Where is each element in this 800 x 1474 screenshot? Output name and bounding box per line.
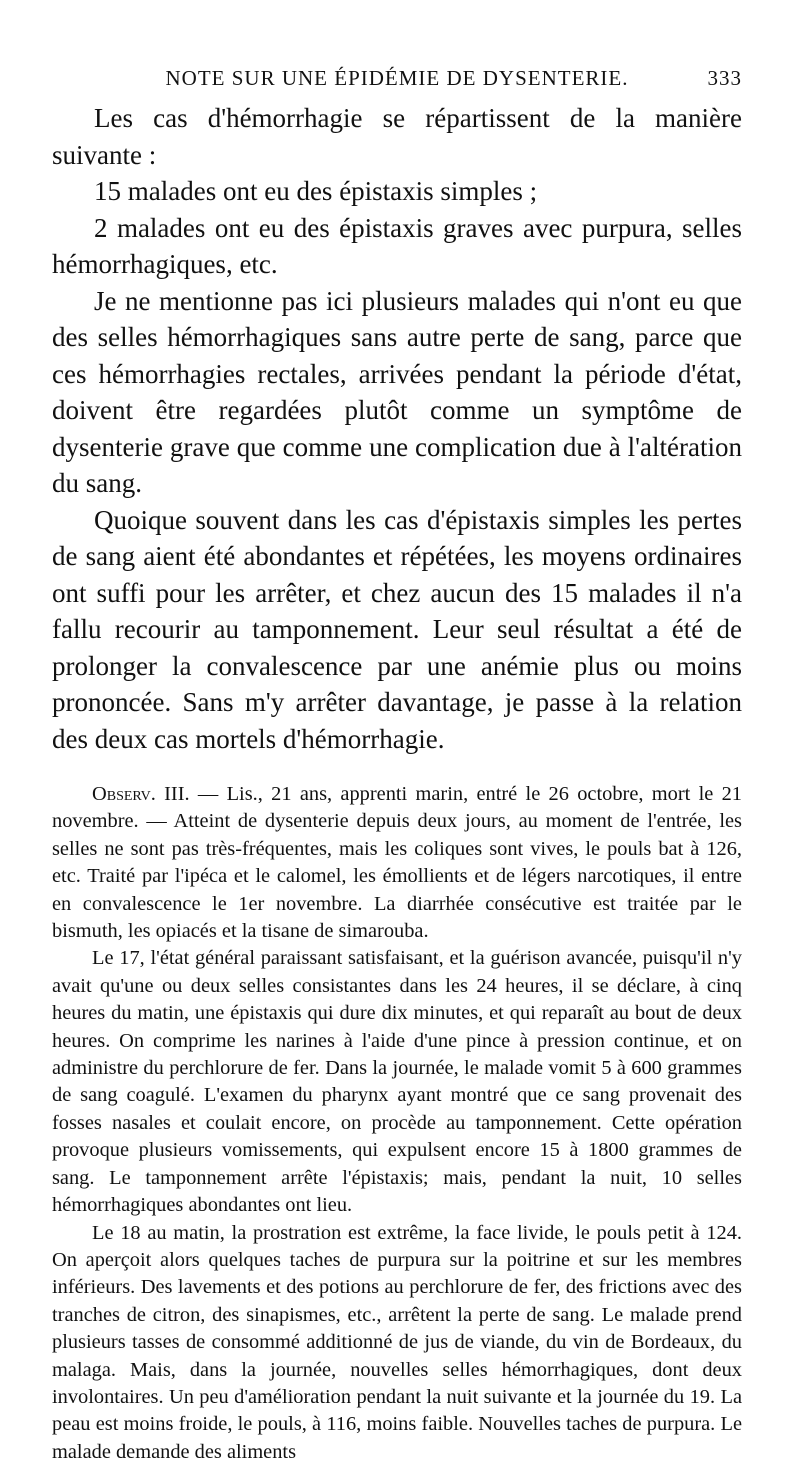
paragraph: 15 malades ont eu des épistaxis simples ; bbox=[94, 176, 538, 206]
running-title: NOTE SUR UNE ÉPIDÉMIE DE DYSENTERIE. bbox=[165, 66, 629, 90]
paragraph: Je ne mentionne pas ici plusieurs malades qui n'ont eu que des selles hémorrhagiques sans autre perte de sang, parce que ces hémorrhagies rectales, arrivées pendant la période d'état, doivent être regardées plutôt comme un symptôme de dysenterie grave que comme une complication due à l'altération du sang. bbox=[52, 285, 742, 498]
observation-text bbox=[52, 781, 742, 1466]
observation-paragraph: Le 18 au matin, la prostration est extrême, la face livide, le pouls petit à 124. On aperçoit alors quelques taches de purpura sur la poitrine et sur les membres inférieurs. Des lavements et des potions au perchlorure de fer, des frictions avec des tranches de citron, des sinapismes, etc., arrêtent la perte de sang. Le malade prend plusieurs tasses de consommé additionné de jus de viande, du vin de Bordeaux, du malaga. Mais, dans la journée, nouvelles selles hémorrhagiques, dont deux involontaires. Un peu d'amélioration pendant la nuit suivante et la journée du 19. La peau est moins froide, le pouls, à 116, moins faible. Nouvelles taches de purpura. Le malade demande des aliments bbox=[52, 1221, 742, 1463]
paragraph: Quoique souvent dans les cas d'épistaxis simples les pertes de sang aient été abondantes et répétées, les moyens ordinaires ont suffi pour les arrêter, et chez aucun des 15 malades il n'a fallu recourir au tamponnement. Leur seul résultat a été de prolonger la convalescence par une anémie plus ou moins prononcée. Sans m'y arrêter davantage, je passe à la relation des deux cas mortels d'hémorrhagie. bbox=[52, 504, 742, 754]
observation-paragraph bbox=[52, 781, 742, 945]
observation-paragraph: Le 17, l'état général paraissant satisfaisant, et la guérison avancée, puisqu'il n'y avait qu'une ou deux selles consistantes dans les 24 heures, il se déclare, à cinq heures du matin, une épistaxis qui dure dix minutes, et qui reparaît au bout de deux heures. On comprime les narines à l'aide d'une pince à pression continue, et on administre du perchlorure de fer. Dans la journée, le malade vomit 5 à 600 grammes de sang coagulé. L'examen du pharynx ayant montré que ce sang provenait des fosses nasales et coulait encore, on procède au tamponnement. Cette opération provoque plusieurs vomissements, qui expulsent encore 15 à 1800 grammes de sang. Le tamponnement arrête l'épistaxis; mais, pendant la nuit, 10 selles hémorrhagiques abondantes ont lieu. bbox=[52, 947, 742, 1217]
paragraph: 2 malades ont eu des épistaxis graves avec purpura, selles hémorrhagiques, etc. bbox=[52, 212, 742, 279]
running-header bbox=[52, 58, 742, 94]
paragraph: Les cas d'hémorrhagie se répartissent de la manière suivante : bbox=[52, 103, 742, 170]
observation-label: Observ. III. bbox=[92, 783, 190, 805]
observation-text-span: — Lis., 21 ans, apprenti marin, entré le 26 octobre, mort le 21 novembre. — Atteint de dysenterie depuis deux jours, au moment de l'entrée, les selles ne sont pas très-fréquentes, mais les coliques sont vives, le pouls bat à 126, etc. Traité par l'ipéca et le calomel, les émollients et de légers narcotiques, il entre en convalescence le 1er novembre. La diarrhée consécutive est traitée par le bismuth, les opiacés et la tisane de simarouba. bbox=[52, 783, 742, 943]
page-number: 333 bbox=[707, 66, 742, 90]
page bbox=[52, 58, 742, 1466]
main-text bbox=[52, 100, 742, 757]
